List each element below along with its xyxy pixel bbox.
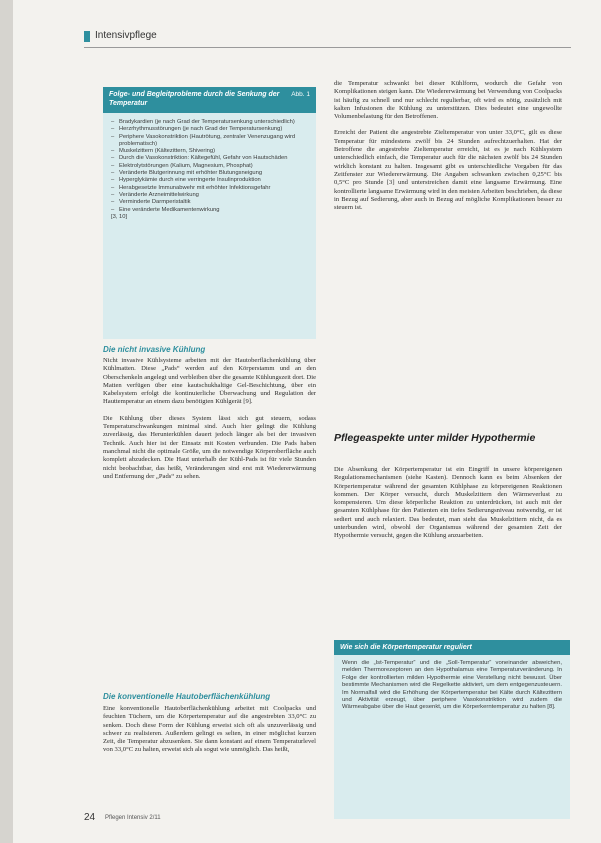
list-item: – Verminderte Darmperistaltik [111,199,308,206]
page-edge-strip [0,0,13,843]
left-column-body [103,357,316,481]
left-column-body-2 [103,705,316,755]
section-heading [334,432,535,445]
paragraph: Erreicht der Patient die angestrebte Zieltemperatur von unter 33,0°C, gilt es diese Temperatur für mindestens zwölf bis 24 Stunden aufrechtzuerhalten. Hat der Betroffene die angestrebte Zieltemperatur erreicht, ist es je nach Kühlsystem unterschiedlich einfach, die Temperatur auch für die nächsten zwölf bis 24 Stunden wirklich konstant zu halten. Insgesamt gibt es unterschiedliche Vorgaben für das Zeitfenster zur Wiedererwärmung. Die Angaben schwanken zwischen 0,25°C bis 0,5°C pro Stunde [3] und unterstreichen damit eine langsame Erwärmung. Eine kontrollierte langsame Erwärmung wird in den meisten Arbeiten beschrieben, da diese in Bezug auf Sedierung, aber auch in Bezug auf mögliche Komplikationen besser zu steuern ist. [334,129,562,212]
list-item: – Eine veränderte Medikamentenwirkung [111,207,308,214]
list-item: – Muskelzittern (Kältezittern, Shivering) [111,148,308,155]
subheading-conventional: Die konventionelle Hautoberflächenkühlung [103,692,271,701]
header-rule [84,47,571,48]
problem-list [103,113,316,214]
list-item: – Durch die Vasokonstriktion: Kältegefühl, Gefahr von Hautschäden [111,155,308,162]
list-item: – Veränderte Blutgerinnung mit erhöhter Blutungsneigung [111,170,308,177]
info-box-follow-up-problems [103,87,316,339]
paragraph: Die Absenkung der Körpertemperatur ist ein Eingriff in unsere körpereigenen Regulationsmechanismen (siehe Kasten). Dennoch kann es beim Absenken der Körpertemperatur während der gesamten Kühlphase zu körpereigenen Reaktionen kommen. Der Körper versucht, durch Muskelzittern den Wärmeverlust zu kompensieren. Um diese körperliche Reaktion zu unterdrücken, ist auch mit der gesamten Kühlphase für den Patienten ein tiefes Sedierungsniveau notwendig, er ist sediert und auch relaxiert. Das bedeutet, man sieht das Muskelzittern nicht, da es unterbunden wird, obwohl der Organismus während der gesamten Zeit der Hypothermie versucht, gegen die Kühlung anzuarbeiten. [334,466,562,540]
list-item: – Herabgesetzte Immunabwehr mit erhöhter Infektionsgefahr [111,185,308,192]
list-item: – Veränderte Arzneimittelwirkung [111,192,308,199]
paragraph: Nicht invasive Kühlsysteme arbeiten mit der Hautoberflächenkühlung über Kühlmatten. Diese „Pads“ werden auf den Körperstamm und an den Oberschenkeln angelegt und verbleiben über die gesamte Kühlungszeit dort. Die Matten verfügen über eine kautschukhaltige Gel-Beschichtung, über ein Kabelsystem erfolgt die kontinuierliche Überwachung und Regulation der Hauttemperatur an einem dazu benötigten Kühlgerät [9]. [103,357,316,406]
info-box-header [103,87,316,113]
list-item: – Elektrolytstörungen (Kalium, Magnesium, Phosphat) [111,163,308,170]
paragraph: Die Kühlung über dieses System lässt sich gut steuern, sodass Temperaturschwankungen minimal sind. Auch hier gelingt die Kühlung zuverlässig, das Herunterkühlen dauert jedoch länger als bei der invasiven Technik. Auch hier ist der Einsatz mit Kosten verbunden. Die Pads haben manchmal nicht die optimale Größe, um die notwendige Körperoberfläche auch komplett abzudecken. Die Haut unterhalb der Kühl-Pads ist für viele Stunden nicht beobachtbar, das heißt, Veränderungen sind erst mit Wiedererwärmung und Entfernung der „Pads“ zu sehen. [103,414,316,480]
section-title: Intensivpflege [95,30,157,41]
list-item: – Herzrhythmusstörungen (je nach Grad der Temperatursenkung) [111,126,308,133]
figure-tag: Abb. 1 [291,91,310,98]
paragraph: die Temperatur schwankt bei dieser Kühlform, wodurch die Gefahr von Komplikationen steigen kann. Die Wiedererwärmung bei Verwendung von Coolpacks ist häufig zu schnell und nur schlecht regulierbar, oft wird es nötig, zusätzlich mit kalten Infusionen die Kühlung zu unterstützen. Dies bedeutet eine ungewollte Volumenbelastung für den Betroffenen. [334,80,562,121]
journal-name: Pflegen Intensiv 2/11 [105,815,161,821]
right-column-body-2 [334,466,562,541]
box-reference: [3, 10] [111,213,128,220]
list-item: – Periphere Vasokonstriktion (Hautrötung, zentraler Venenzugang wird problematisch) [111,134,308,149]
list-item: – Hyperglykämie durch eine verringerte Insulinproduktion [111,177,308,184]
section-marker [84,31,90,42]
heading-text: Pflegeaspekte unter milder Hypothermie [334,432,536,444]
right-column-body [334,80,562,212]
info-box-temperature-regulation [334,640,570,819]
subheading-non-invasive: Die nicht invasive Kühlung [103,345,206,354]
info-box-2-body: Wenn die „Ist-Temperatur“ und die „Soll-Temperatur“ voneinander abweichen, melden Thermorezeptoren an den Hypothalamus eine Temperaturveränderung. In Folge der kontrollierten milden Hypothermie eine Verstellung nicht bewusst. Über bestimmte Mechanismen wird die Regelkette aktiviert, um dem entgegenzusteuern. Im Normalfall wird die Erhöhung der Körpertemperatur bei Kälte durch Kältezittern und Aktivität erzeugt, über periphere Vasokonstriktion wird zudem die Wärmeabgabe über die Haut gesenkt, um die Körperkerntemperatur zu halten [8]. [342,660,562,711]
list-item: – Bradykardien (je nach Grad der Temperatursenkung unterschiedlich) [111,119,308,126]
page-number: 24 [84,812,96,823]
paragraph: Eine konventionelle Hautoberflächenkühlung arbeitet mit Coolpacks und feuchten Tüchern, um die Körpertemperatur auf die angestrebten 33,0°C zu senken. Doch diese Form der Kühlung erweist sich oft als unzuverlässig und schwer zu realisieren. Außerdem gelingt es selten, in einer möglichst kurzen Zeit, die Temperatur abzusenken. Sie dann konstant auf einem Temperaturlevel von 33,0°C zu halten, erweist sich als sogut wie unmöglich. Das heißt, [103,705,316,754]
info-box-title: Folge- und Begleitprobleme durch die Senkung der Temperatur [109,91,280,107]
info-box-2-header: Wie sich die Körpertemperatur reguliert [334,640,570,655]
